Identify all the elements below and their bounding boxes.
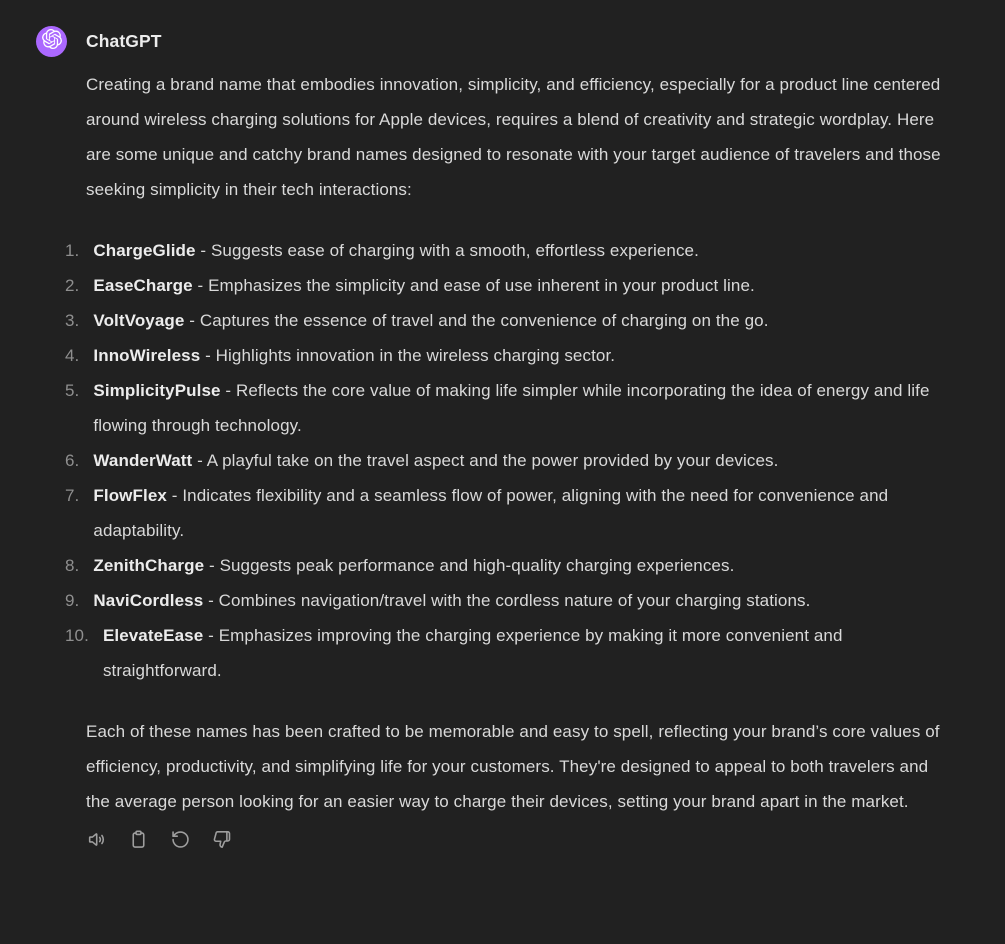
list-marker: 9. (65, 591, 80, 610)
brand-name: VoltVoyage (93, 311, 185, 330)
list-item (65, 268, 947, 303)
list-marker: 8. (65, 556, 80, 575)
regenerate-button[interactable] (166, 825, 195, 857)
intro-paragraph: Creating a brand name that embodies innovation, simplicity, and efficiency, especially for a product line centered around wireless charging solutions for Apple devices, requires a blend of creativity and strategic wordplay. Here are some unique and catchy brand names designed to resonate with your target audience of travelers and those seeking simplicity in their tech interactions: (86, 75, 941, 199)
clipboard-icon (128, 829, 149, 853)
list-item (65, 303, 947, 338)
brand-description: - Highlights innovation in the wireless charging sector. (205, 346, 616, 365)
brand-name: EaseCharge (93, 276, 193, 295)
brand-name-list (65, 233, 947, 688)
list-marker: 3. (65, 311, 80, 330)
list-marker: 2. (65, 276, 80, 295)
brand-name: FlowFlex (93, 486, 167, 505)
brand-name: ElevateEase (102, 626, 204, 645)
brand-description: - Suggests ease of charging with a smooth, effortless experience. (200, 241, 699, 260)
list-item (65, 583, 947, 618)
brand-name: ZenithCharge (93, 556, 205, 575)
list-item (65, 443, 947, 478)
brand-description: - Reflects the core value of making life simpler while incorporating the idea of energy and life flowing through technology. (93, 381, 930, 435)
read-aloud-button[interactable] (82, 825, 111, 857)
brand-description: - Emphasizes the simplicity and ease of use inherent in your product line. (197, 276, 755, 295)
author-name: ChatGPT (86, 31, 162, 51)
list-item (65, 478, 947, 548)
list-item (65, 548, 947, 583)
brand-name: SimplicityPulse (93, 381, 221, 400)
list-marker: 7. (65, 486, 80, 505)
openai-logo-icon (42, 29, 62, 54)
thumbs-down-button[interactable] (208, 825, 237, 857)
list-item (65, 373, 947, 443)
list-item (65, 618, 947, 688)
list-marker: 6. (65, 451, 80, 470)
thumbs-down-icon (212, 829, 233, 853)
brand-name: ChargeGlide (93, 241, 196, 260)
list-marker: 1. (65, 241, 80, 260)
list-marker: 5. (65, 381, 80, 400)
brand-name: NaviCordless (93, 591, 204, 610)
rotate-ccw-icon (170, 829, 191, 853)
closing-paragraph: Each of these names has been crafted to be memorable and easy to spell, reflecting your brand’s core values of efficiency, productivity, and simplifying life for your customers. They're designed to appeal to both travelers and the average person looking for an easier way to charge their devices, setting your brand apart in the market. (86, 722, 940, 811)
brand-description: - Combines navigation/travel with the cordless nature of your charging stations. (208, 591, 811, 610)
brand-name: InnoWireless (93, 346, 201, 365)
brand-description: - Emphasizes improving the charging experience by making it more convenient and straightforward. (102, 626, 843, 680)
chatgpt-avatar (36, 26, 67, 57)
brand-name: WanderWatt (93, 451, 193, 470)
brand-description: - Indicates flexibility and a seamless flow of power, aligning with the need for convenience and adaptability. (93, 486, 889, 540)
message-actions (82, 825, 947, 857)
list-item (65, 338, 947, 373)
message-content (65, 26, 947, 857)
list-marker: 10. (65, 626, 89, 645)
copy-button[interactable] (124, 825, 153, 857)
list-item (65, 233, 947, 268)
brand-description: - Captures the essence of travel and the convenience of charging on the go. (189, 311, 769, 330)
speaker-icon (86, 829, 107, 853)
brand-description: - Suggests peak performance and high-quality charging experiences. (208, 556, 735, 575)
brand-description: - A playful take on the travel aspect and the power provided by your devices. (197, 451, 779, 470)
list-marker: 4. (65, 346, 80, 365)
